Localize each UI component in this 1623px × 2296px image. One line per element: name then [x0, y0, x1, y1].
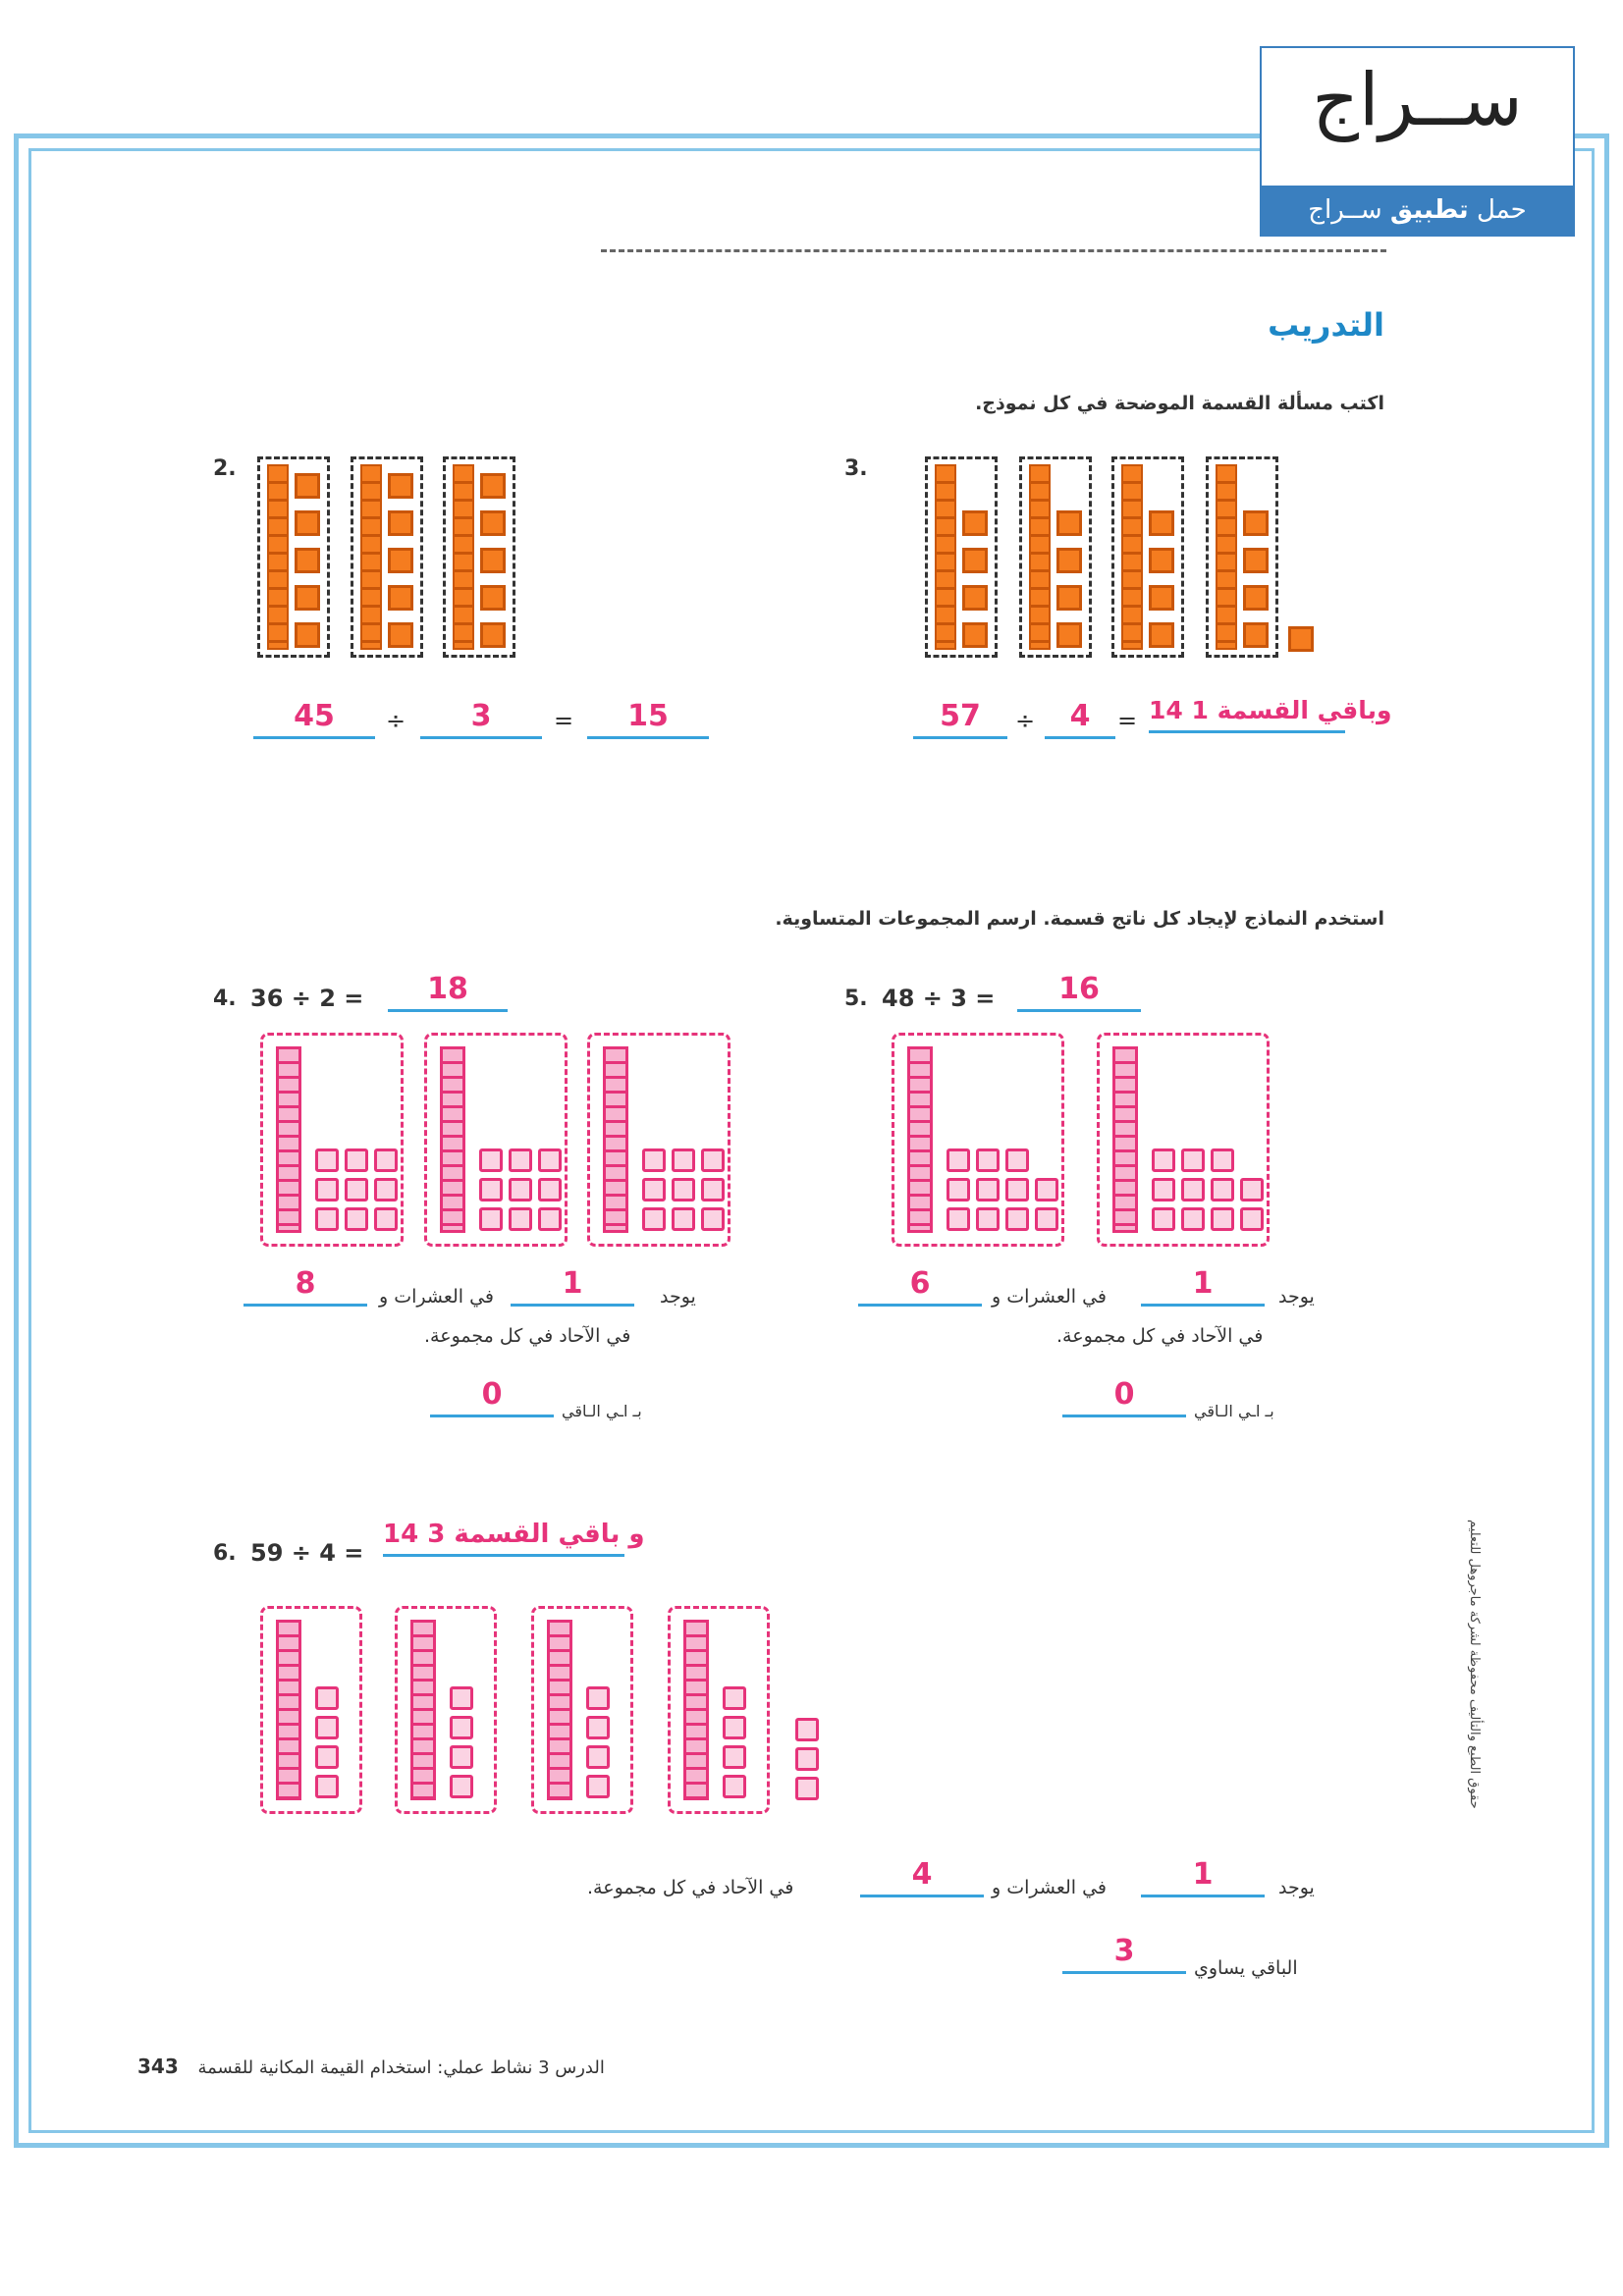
ones-cube: [962, 510, 988, 536]
q2-dividend: 45: [253, 699, 375, 739]
ones-cube: [480, 548, 506, 573]
ones-cube: [1149, 622, 1174, 648]
q6-tens-answer: 1: [1141, 1857, 1265, 1897]
ones-cube: [962, 548, 988, 573]
ones-cube: [480, 510, 506, 536]
ones-cube: [450, 1716, 473, 1739]
ones-cube: [509, 1207, 532, 1231]
ones-cube: [976, 1178, 1000, 1201]
page-footer: [137, 2055, 605, 2078]
ones-cube: [1056, 510, 1082, 536]
ones-cube: [509, 1148, 532, 1172]
ones-cube: [315, 1775, 339, 1798]
ones-cube: [723, 1775, 746, 1798]
tens-rod: [410, 1620, 436, 1800]
ones-cube: [479, 1207, 503, 1231]
dashed-divider: [601, 249, 1386, 252]
ones-cube: [374, 1148, 398, 1172]
ones-cube: [1243, 622, 1269, 648]
ones-cube: [315, 1148, 339, 1172]
ones-cube: [509, 1178, 532, 1201]
ones-cube: [450, 1775, 473, 1798]
ones-cube: [480, 473, 506, 499]
ones-cube: [345, 1148, 368, 1172]
ones-cube: [480, 622, 506, 648]
ones-cube: [1288, 626, 1314, 652]
ones-cube: [962, 585, 988, 611]
ones-cube: [947, 1148, 970, 1172]
tens-rod: [1216, 464, 1237, 650]
ones-cube: [1181, 1207, 1205, 1231]
ones-cube: [1243, 548, 1269, 573]
q4-remainder-answer: 0: [430, 1377, 554, 1417]
q5-answer: 16: [1017, 972, 1141, 1012]
q4-number: 4.: [213, 987, 237, 1011]
ones-cube: [795, 1747, 819, 1771]
tens-rod: [276, 1620, 301, 1800]
q4-expression: 36 ÷ 2 =: [250, 985, 364, 1012]
q3-dividend: 57: [913, 699, 1007, 739]
ones-cube: [1149, 585, 1174, 611]
ones-cube: [388, 622, 413, 648]
ones-cube: [1149, 510, 1174, 536]
q2-divisor: 3: [420, 699, 542, 739]
tens-rod: [1121, 464, 1143, 650]
tens-rod: [453, 464, 474, 650]
q4-found-label: يوجد: [660, 1286, 696, 1308]
ones-cube: [1005, 1207, 1029, 1231]
q6-remainder-answer: 3: [1062, 1934, 1186, 1974]
q2-number: 2.: [213, 456, 237, 481]
ones-cube: [315, 1686, 339, 1710]
ones-cube: [388, 548, 413, 573]
q3-divisor: 4: [1045, 699, 1115, 739]
q2-divide-sign: ÷: [386, 707, 406, 734]
q4-tens-answer: 1: [511, 1266, 634, 1307]
q5-ones-label: في الآحاد في كل مجموعة.: [1056, 1325, 1264, 1347]
tens-rod: [935, 464, 956, 650]
ones-cube: [295, 510, 320, 536]
ones-cube: [1243, 585, 1269, 611]
q5-tens-answer: 1: [1141, 1266, 1265, 1307]
q6-found-label: يوجد: [1278, 1877, 1315, 1898]
ones-cube: [1240, 1178, 1264, 1201]
ones-cube: [701, 1207, 725, 1231]
ones-cube: [1152, 1207, 1175, 1231]
ones-cube: [1035, 1207, 1058, 1231]
ones-cube: [450, 1745, 473, 1769]
ones-cube: [1181, 1148, 1205, 1172]
page-frame: [14, 133, 1609, 2148]
q5-ones-answer: 6: [858, 1266, 982, 1307]
ones-cube: [295, 548, 320, 573]
instruction-use-models: استخدم النماذج لإيجاد كل ناتج قسمة. ارسم المجموعات المتساوية.: [775, 908, 1384, 930]
q5-found-label: يوجد: [1278, 1286, 1315, 1308]
tens-rod: [547, 1620, 572, 1800]
ones-cube: [374, 1178, 398, 1201]
ones-cube: [315, 1207, 339, 1231]
logo-word: ســراج: [1312, 58, 1523, 142]
copyright-side-note: حقوق الطبع والتأليف محفوظة لشركة ماجروهل للتعليم: [1467, 1520, 1482, 1809]
q3-equals-sign: =: [1117, 707, 1138, 734]
ones-cube: [450, 1686, 473, 1710]
ones-cube: [947, 1207, 970, 1231]
q5-remainder-answer: 0: [1062, 1377, 1186, 1417]
tagline-prefix: حمل: [1476, 195, 1527, 225]
ones-cube: [962, 622, 988, 648]
ones-cube: [1056, 548, 1082, 573]
q6-answer: 14 و باقي القسمة 3: [383, 1517, 624, 1557]
ones-cube: [388, 510, 413, 536]
ones-cube: [701, 1148, 725, 1172]
brand-logo[interactable]: [1260, 46, 1575, 237]
tagline-bold: تطبيق: [1389, 195, 1469, 225]
section-heading: التدريب: [1268, 306, 1384, 344]
ones-cube: [538, 1207, 562, 1231]
q4-answer: 18: [388, 972, 508, 1012]
ones-cube: [374, 1207, 398, 1231]
ones-cube: [672, 1178, 695, 1201]
q6-expression: 59 ÷ 4 =: [250, 1539, 364, 1567]
ones-cube: [1005, 1148, 1029, 1172]
tens-rod: [603, 1046, 628, 1233]
ones-cube: [315, 1178, 339, 1201]
ones-cube: [586, 1775, 610, 1798]
ones-cube: [1005, 1178, 1029, 1201]
ones-cube: [1152, 1148, 1175, 1172]
ones-cube: [295, 622, 320, 648]
ones-cube: [345, 1207, 368, 1231]
instruction-write-problem: اكتب مسألة القسمة الموضحة في كل نموذج.: [975, 393, 1384, 414]
ones-cube: [586, 1686, 610, 1710]
ones-cube: [947, 1178, 970, 1201]
ones-cube: [295, 473, 320, 499]
page-number: 343: [137, 2055, 179, 2078]
ones-cube: [642, 1148, 666, 1172]
ones-cube: [1211, 1207, 1234, 1231]
q4-ones-answer: 8: [243, 1266, 367, 1307]
q6-tens-label: في العشرات و: [992, 1877, 1108, 1898]
q3-number: 3.: [844, 456, 868, 481]
q2-equals-sign: =: [554, 707, 574, 734]
ones-cube: [1056, 622, 1082, 648]
ones-cube: [388, 473, 413, 499]
footer-lesson-title: الدرس 3 نشاط عملي: استخدام القيمة المكانية للقسمة: [197, 2057, 605, 2078]
ones-cube: [480, 585, 506, 611]
q5-expression: 48 ÷ 3 =: [882, 985, 996, 1012]
ones-cube: [795, 1777, 819, 1800]
ones-cube: [701, 1178, 725, 1201]
q5-number: 5.: [844, 987, 868, 1011]
q6-ones-answer: 4: [860, 1857, 984, 1897]
ones-cube: [345, 1178, 368, 1201]
ones-cube: [1056, 585, 1082, 611]
ones-cube: [315, 1745, 339, 1769]
ones-cube: [1211, 1178, 1234, 1201]
tens-rod: [1029, 464, 1051, 650]
q6-remainder-label: الباقي يساوي: [1194, 1957, 1298, 1979]
ones-cube: [295, 585, 320, 611]
q4-tens-label: في العشرات و: [379, 1286, 495, 1308]
tagline-suffix: ســراج: [1308, 195, 1382, 225]
ones-cube: [723, 1716, 746, 1739]
tens-rod: [267, 464, 289, 650]
tens-rod: [683, 1620, 709, 1800]
ones-cube: [1152, 1178, 1175, 1201]
q5-tens-label: في العشرات و: [992, 1286, 1108, 1308]
ones-cube: [976, 1148, 1000, 1172]
tens-rod: [360, 464, 382, 650]
tens-rod: [1112, 1046, 1138, 1233]
ones-cube: [479, 1148, 503, 1172]
q3-divide-sign: ÷: [1015, 707, 1036, 734]
q6-number: 6.: [213, 1541, 237, 1566]
logo-tagline: [1262, 186, 1573, 235]
ones-cube: [538, 1148, 562, 1172]
tens-rod: [276, 1046, 301, 1233]
ones-cube: [479, 1178, 503, 1201]
q6-ones-label: في الآحاد في كل مجموعة.: [587, 1877, 794, 1898]
ones-cube: [795, 1718, 819, 1741]
q4-ones-label: في الآحاد في كل مجموعة.: [424, 1325, 631, 1347]
ones-cube: [1211, 1148, 1234, 1172]
ones-cube: [1035, 1178, 1058, 1201]
ones-cube: [315, 1716, 339, 1739]
ones-cube: [388, 585, 413, 611]
ones-cube: [642, 1178, 666, 1201]
ones-cube: [672, 1148, 695, 1172]
ones-cube: [1149, 548, 1174, 573]
ones-cube: [672, 1207, 695, 1231]
q3-quotient: 14 وباقي القسمة 1: [1149, 693, 1345, 733]
q2-quotient: 15: [587, 699, 709, 739]
ones-cube: [586, 1745, 610, 1769]
ones-cube: [976, 1207, 1000, 1231]
ones-cube: [723, 1686, 746, 1710]
tens-rod: [907, 1046, 933, 1233]
ones-cube: [1240, 1207, 1264, 1231]
ones-cube: [1243, 510, 1269, 536]
ones-cube: [723, 1745, 746, 1769]
tens-rod: [440, 1046, 465, 1233]
ones-cube: [1181, 1178, 1205, 1201]
q5-remainder-label: بـ اـي الـاقي: [1194, 1402, 1274, 1420]
ones-cube: [586, 1716, 610, 1739]
q4-remainder-label: بـ اـي الـاقي: [562, 1402, 642, 1420]
ones-cube: [538, 1178, 562, 1201]
ones-cube: [642, 1207, 666, 1231]
